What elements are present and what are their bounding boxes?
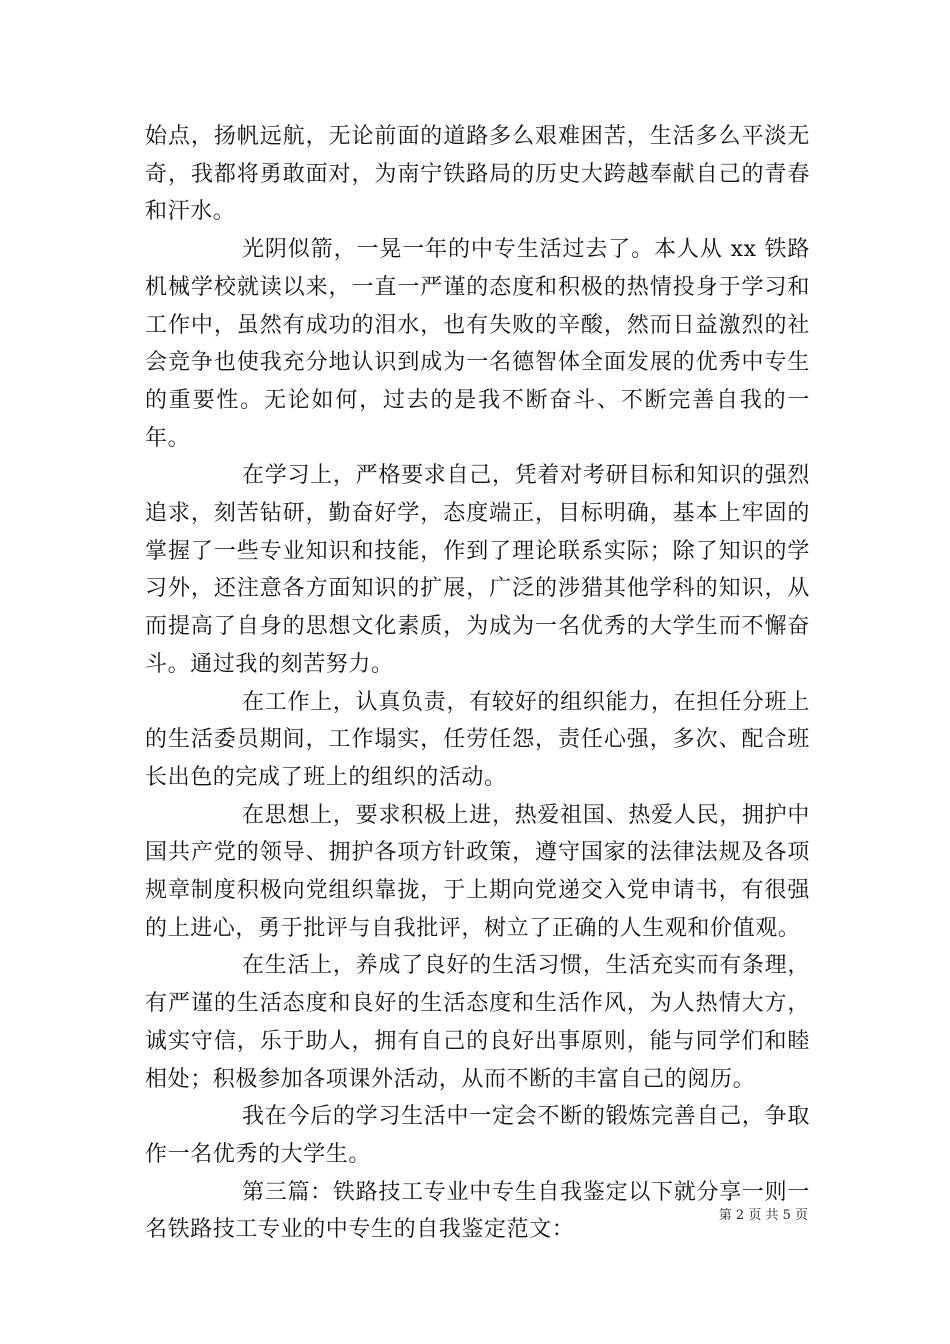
paragraph-work: 在工作上，认真负责，有较好的组织能力，在担任分班上的生活委员期间，工作塌实，任劳任怨，责任心强，多次、配合班长出色的完成了班上的组织的活动。: [145, 689, 810, 790]
paragraph-intro: 光阴似箭，一晃一年的中专生活过去了。本人从 xx 铁路机械学校就读以来，一直一严谨的态度和积极的热情投身于学习和工作中，虽然有成功的泪水，也有失败的辛酸，然而日益激烈的社会竞争也使我充分地认识到成为一名德智体全面发展的优秀中专生的重要性。无论如何，过去的是我不断奋斗、不断完善自我的一年。: [145, 237, 810, 451]
paragraph-future: 我在今后的学习生活中一定会不断的锻炼完善自己，争取作一名优秀的大学生。: [145, 1104, 810, 1167]
paragraph-thought: 在思想上，要求积极上进，热爱祖国、热爱人民，拥护中国共产党的领导、拥护各项方针政策，遵守国家的法律法规及各项规章制度积极向党组织靠拢，于上期向党递交入党申请书，有很强的上进心，勇于批评与自我批评，树立了正确的人生观和价值观。: [145, 802, 810, 941]
paragraph-life: 在生活上，养成了良好的生活习惯，生活充实而有条理，有严谨的生活态度和良好的生活态度和生活作风，为人热情大方，诚实守信，乐于助人，拥有自己的良好出事原则，能与同学们和睦相处；积极参加各项课外活动，从而不断的丰富自己的阅历。: [145, 953, 810, 1092]
page-number-footer: 第 2 页 共 5 页: [718, 1208, 808, 1223]
document-body: [145, 118, 810, 1249]
paragraph-section-three: 第三篇：铁路技工专业中专生自我鉴定以下就分享一则一名铁路技工专业的中专生的自我鉴定范文：: [145, 1179, 810, 1243]
paragraph-study: 在学习上，严格要求自己，凭着对考研目标和知识的强烈追求，刻苦钻研，勤奋好学，态度端正，目标明确，基本上牢固的掌握了一些专业知识和技能，作到了理论联系实际；除了知识的学习外，还注意各方面知识的扩展，广泛的涉猎其他学科的知识，从而提高了自身的思想文化素质，为成为一名优秀的大学生而不懈奋斗。通过我的刻苦努力。: [145, 463, 810, 677]
paragraph-continuation: 始点，扬帆远航，无论前面的道路多么艰难困苦，生活多么平淡无奇，我都将勇敢面对，为南宁铁路局的历史大跨越奉献自己的青春和汗水。: [145, 124, 810, 225]
